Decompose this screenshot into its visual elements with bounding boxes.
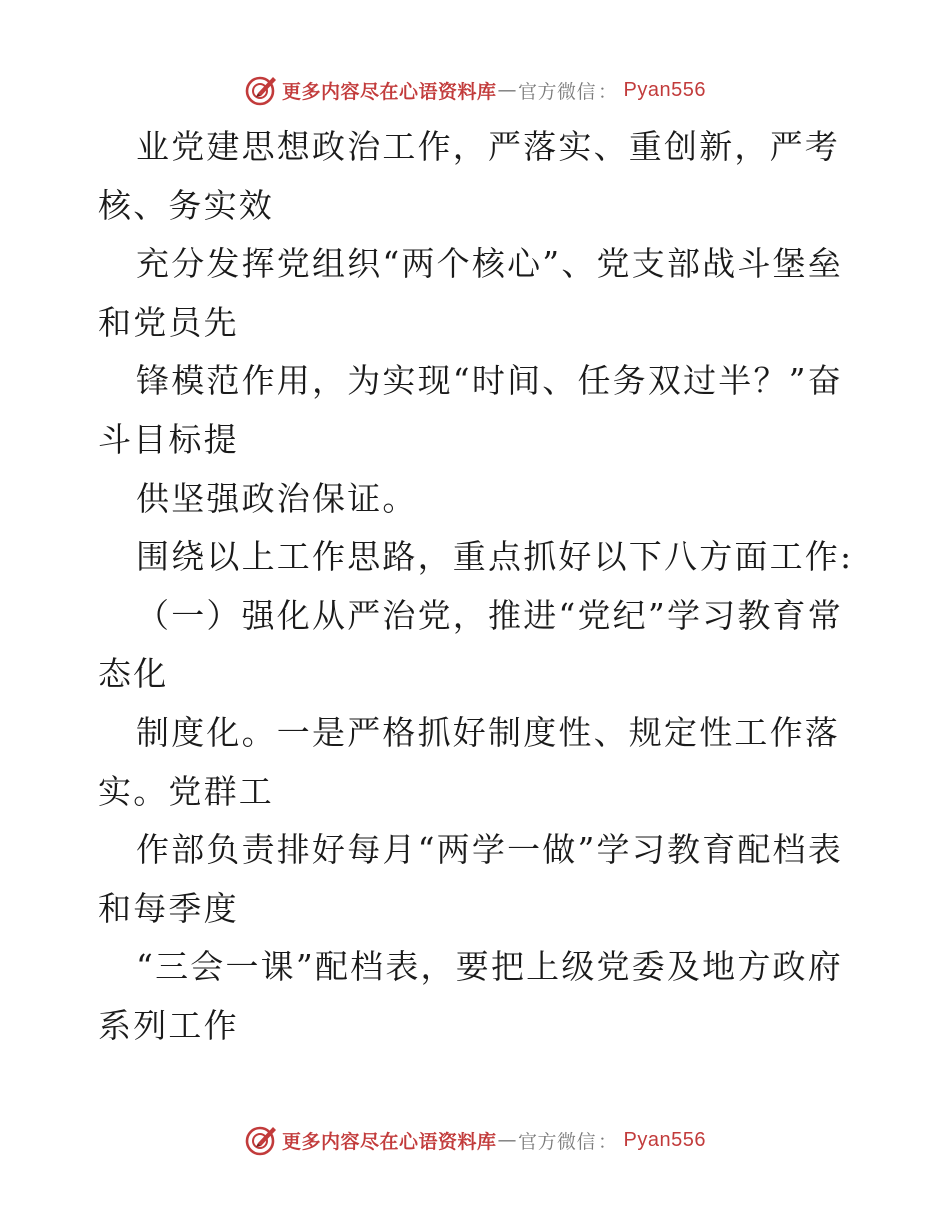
text-line: 系列工作 xyxy=(98,1005,239,1045)
banner-separator: — xyxy=(497,79,517,101)
text-line: 供坚强政治保证。 xyxy=(136,478,418,518)
text-line: 充分发挥党组织“两个核心”、党支部战斗堡垒 xyxy=(136,244,843,284)
text-line: 实。党群工 xyxy=(98,771,274,811)
banner-colon: ： xyxy=(598,80,618,103)
text-line: 和党员先 xyxy=(98,302,239,342)
pen-logo-icon xyxy=(244,1123,278,1157)
banner-wechat-id: Pyan556 xyxy=(623,78,706,101)
banner-text: 更多内容尽在心语资料库 xyxy=(281,80,497,103)
banner-wechat-id: Pyan556 xyxy=(623,1128,706,1151)
text-line: 斗目标提 xyxy=(98,419,239,459)
text-line: 制度化。一是严格抓好制度性、规定性工作落 xyxy=(136,712,840,752)
banner-wechat-label: 官方微信 xyxy=(518,80,597,103)
banner-separator: — xyxy=(497,1129,517,1151)
banner-text: 更多内容尽在心语资料库 xyxy=(281,1130,497,1153)
document-body xyxy=(98,118,858,1056)
text-line: 态化 xyxy=(98,654,169,694)
text-line: “三会一课”配档表，要把上级党委及地方政府 xyxy=(136,947,843,987)
text-line: 作部负责排好每月“两学一做”学习教育配档表 xyxy=(136,830,843,870)
footer-banner xyxy=(0,1120,950,1160)
text-line: 业党建思想政治工作，严落实、重创新，严考 xyxy=(136,127,840,166)
pen-logo-icon xyxy=(244,73,278,107)
banner-colon: ： xyxy=(598,1130,618,1153)
banner-wechat-label: 官方微信 xyxy=(518,1130,597,1153)
text-line: 锋模范作用，为实现“时间、任务双过半？”奋 xyxy=(136,361,843,401)
text-line: 和每季度 xyxy=(98,888,239,928)
text-line: 核、务实效 xyxy=(98,185,274,225)
text-line: （一）强化从严治党，推进“党纪”学习教育常 xyxy=(136,595,843,635)
header-banner xyxy=(0,70,950,110)
text-line: 围绕以上工作思路，重点抓好以下八方面工作: xyxy=(136,537,854,577)
